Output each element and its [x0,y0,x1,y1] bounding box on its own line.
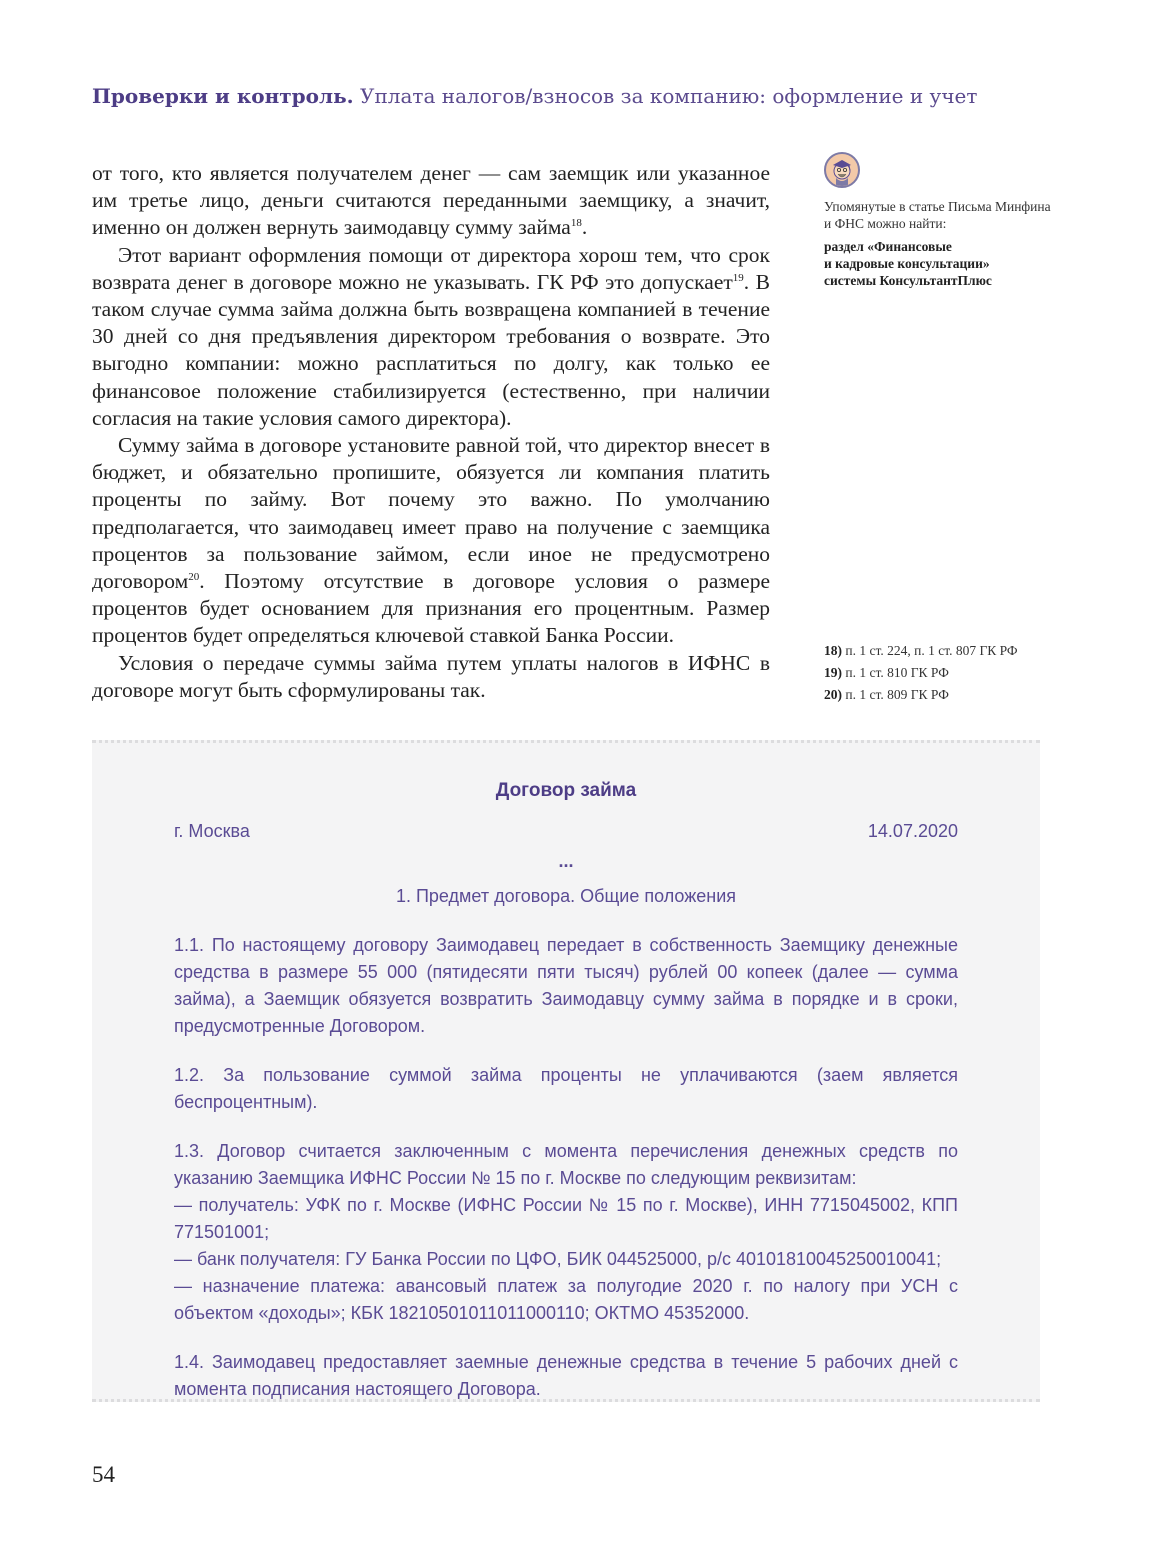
sidebar-source [824,238,1054,289]
contract-city: г. Москва [174,821,250,841]
paragraph-3-end: . Поэтому отсутствие в договоре условия о размере процентов будет основанием для признания его процентным. Размер процентов будет определяться ключевой ставкой Банка России. [92,569,770,648]
paragraph-2-end: . В таком случае сумма займа должна быть возвращена компанией в течение 30 дней со дня предъявления директором требования о возврате. Это выгодно компании: можно расплатиться по долгу, как только ее финансовое положение стабилизируется (естественно, при наличии согласия на такие условия самого директора). [92,269,770,430]
paragraph-1-end: . [581,215,588,240]
paragraph-4: Условия о передаче суммы займа путем уплаты налогов в ИФНС в договоре могут быть сформулированы так. [92,650,770,702]
footnote-18-number: 18) [824,643,842,658]
contract-ellipsis: ... [558,851,574,871]
contract-example-box [92,740,1040,1402]
sidebar-source-line-1: раздел «Финансовые [824,239,952,254]
footnote-19-number: 19) [824,665,842,680]
contract-date: 14.07.2020 [867,821,958,841]
contract-section-title: 1. Предмет договора. Общие положения [395,886,737,906]
paragraph-1-text: от того, кто является получателем денег — сам заемщик или указанное им третье лицо, деньги считаются переданными заемщику, а значит, именно он должен вернуть заимодавцу сумму займа [92,161,770,240]
running-head [92,84,1052,108]
page-number: 54 [92,1462,115,1487]
sidebar-source-line-3: системы КонсультантПлюс [824,273,992,288]
paragraph-2-text: Этот вариант оформления помощи от директора хорош тем, что срок возврата денег в договоре можно не указывать. ГК РФ это допускает [92,242,770,294]
clause-1-3 [174,1138,958,1327]
footnote-ref-20: 20 [188,570,200,583]
footnote-19 [824,662,1064,684]
clause-1-1: 1.1. По настоящему договору Заимодавец передает в собственность Заемщику денежные средства в размере 55 000 (пятидесяти пяти тысяч) рублей 00 копеек (далее — сумма займа), а Заемщик обязуется возвратить Заимодавцу сумму займа в порядке и в сроки, предусмотренные Договором. [174,935,958,1036]
footnote-20 [824,684,1064,706]
paragraph-3-text: Сумму займа в договоре установите равной той, что директор внесет в бюджет, и обязательно пропишите, обязуется ли компания платить проценты по займу. Вот почему это важно. По умолчанию предполагается, что заимодавец имеет право на получение с заемщика процентов за пользование займом, если иное не предусмотрено договором [92,433,770,594]
running-head-title: Уплата налогов/взносов за компанию: оформление и учет [360,84,978,108]
footnote-ref-18: 18 [570,217,582,230]
paragraph-3 [92,432,770,650]
contract-text [174,777,958,1403]
contract-title: Договор займа [495,780,637,801]
footnote-20-number: 20) [824,687,842,702]
main-text [92,160,770,704]
clause-1-4: 1.4. Заимодавец предоставляет заемные денежные средства в течение 5 рабочих дней с момента подписания настоящего Договора. [174,1352,958,1399]
clause-1-3-purpose: — назначение платежа: авансовый платеж за полугодие 2020 г. по налогу при УСН с объектом «доходы»; КБК 18210501011011000110; ОКТМО 45352000. [174,1276,958,1323]
footnote-20-text: п. 1 ст. 809 ГК РФ [845,687,949,702]
sidebar-source-line-2: и кадровые консультации» [824,256,990,271]
footnote-18 [824,640,1064,662]
clause-1-2: 1.2. За пользование суммой займа проценты не уплачиваются (заем является беспроцентным). [174,1065,958,1112]
clause-1-3-bank: — банк получателя: ГУ Банка России по ЦФО, БИК 044525000, р/с 40101810045250010041; [174,1249,942,1269]
contract-place-date [174,818,958,845]
footnote-ref-19: 19 [732,271,744,284]
footnote-18-text: п. 1 ст. 224, п. 1 ст. 807 ГК РФ [845,643,1018,658]
clause-1-3-recipient: — получатель: УФК по г. Москве (ИФНС России № 15 по г. Москве), ИНН 7715045002, КПП 771501001; [174,1195,958,1242]
running-head-section: Проверки и контроль. [92,84,354,108]
paragraph-2 [92,242,770,432]
footnote-19-text: п. 1 ст. 810 ГК РФ [845,665,949,680]
sidebar-note [824,152,1054,289]
clause-1-3-intro: 1.3. Договор считается заключенным с момента перечисления денежных средств по указанию Заемщика ИФНС России № 15 по г. Москве по следующим реквизитам: [174,1141,958,1188]
sidebar-note-text: Упомянутые в статье Письма Минфина и ФНС можно найти: [824,199,1051,231]
footnotes [824,640,1064,706]
expert-avatar-icon [824,152,860,188]
paragraph-1 [92,160,770,242]
